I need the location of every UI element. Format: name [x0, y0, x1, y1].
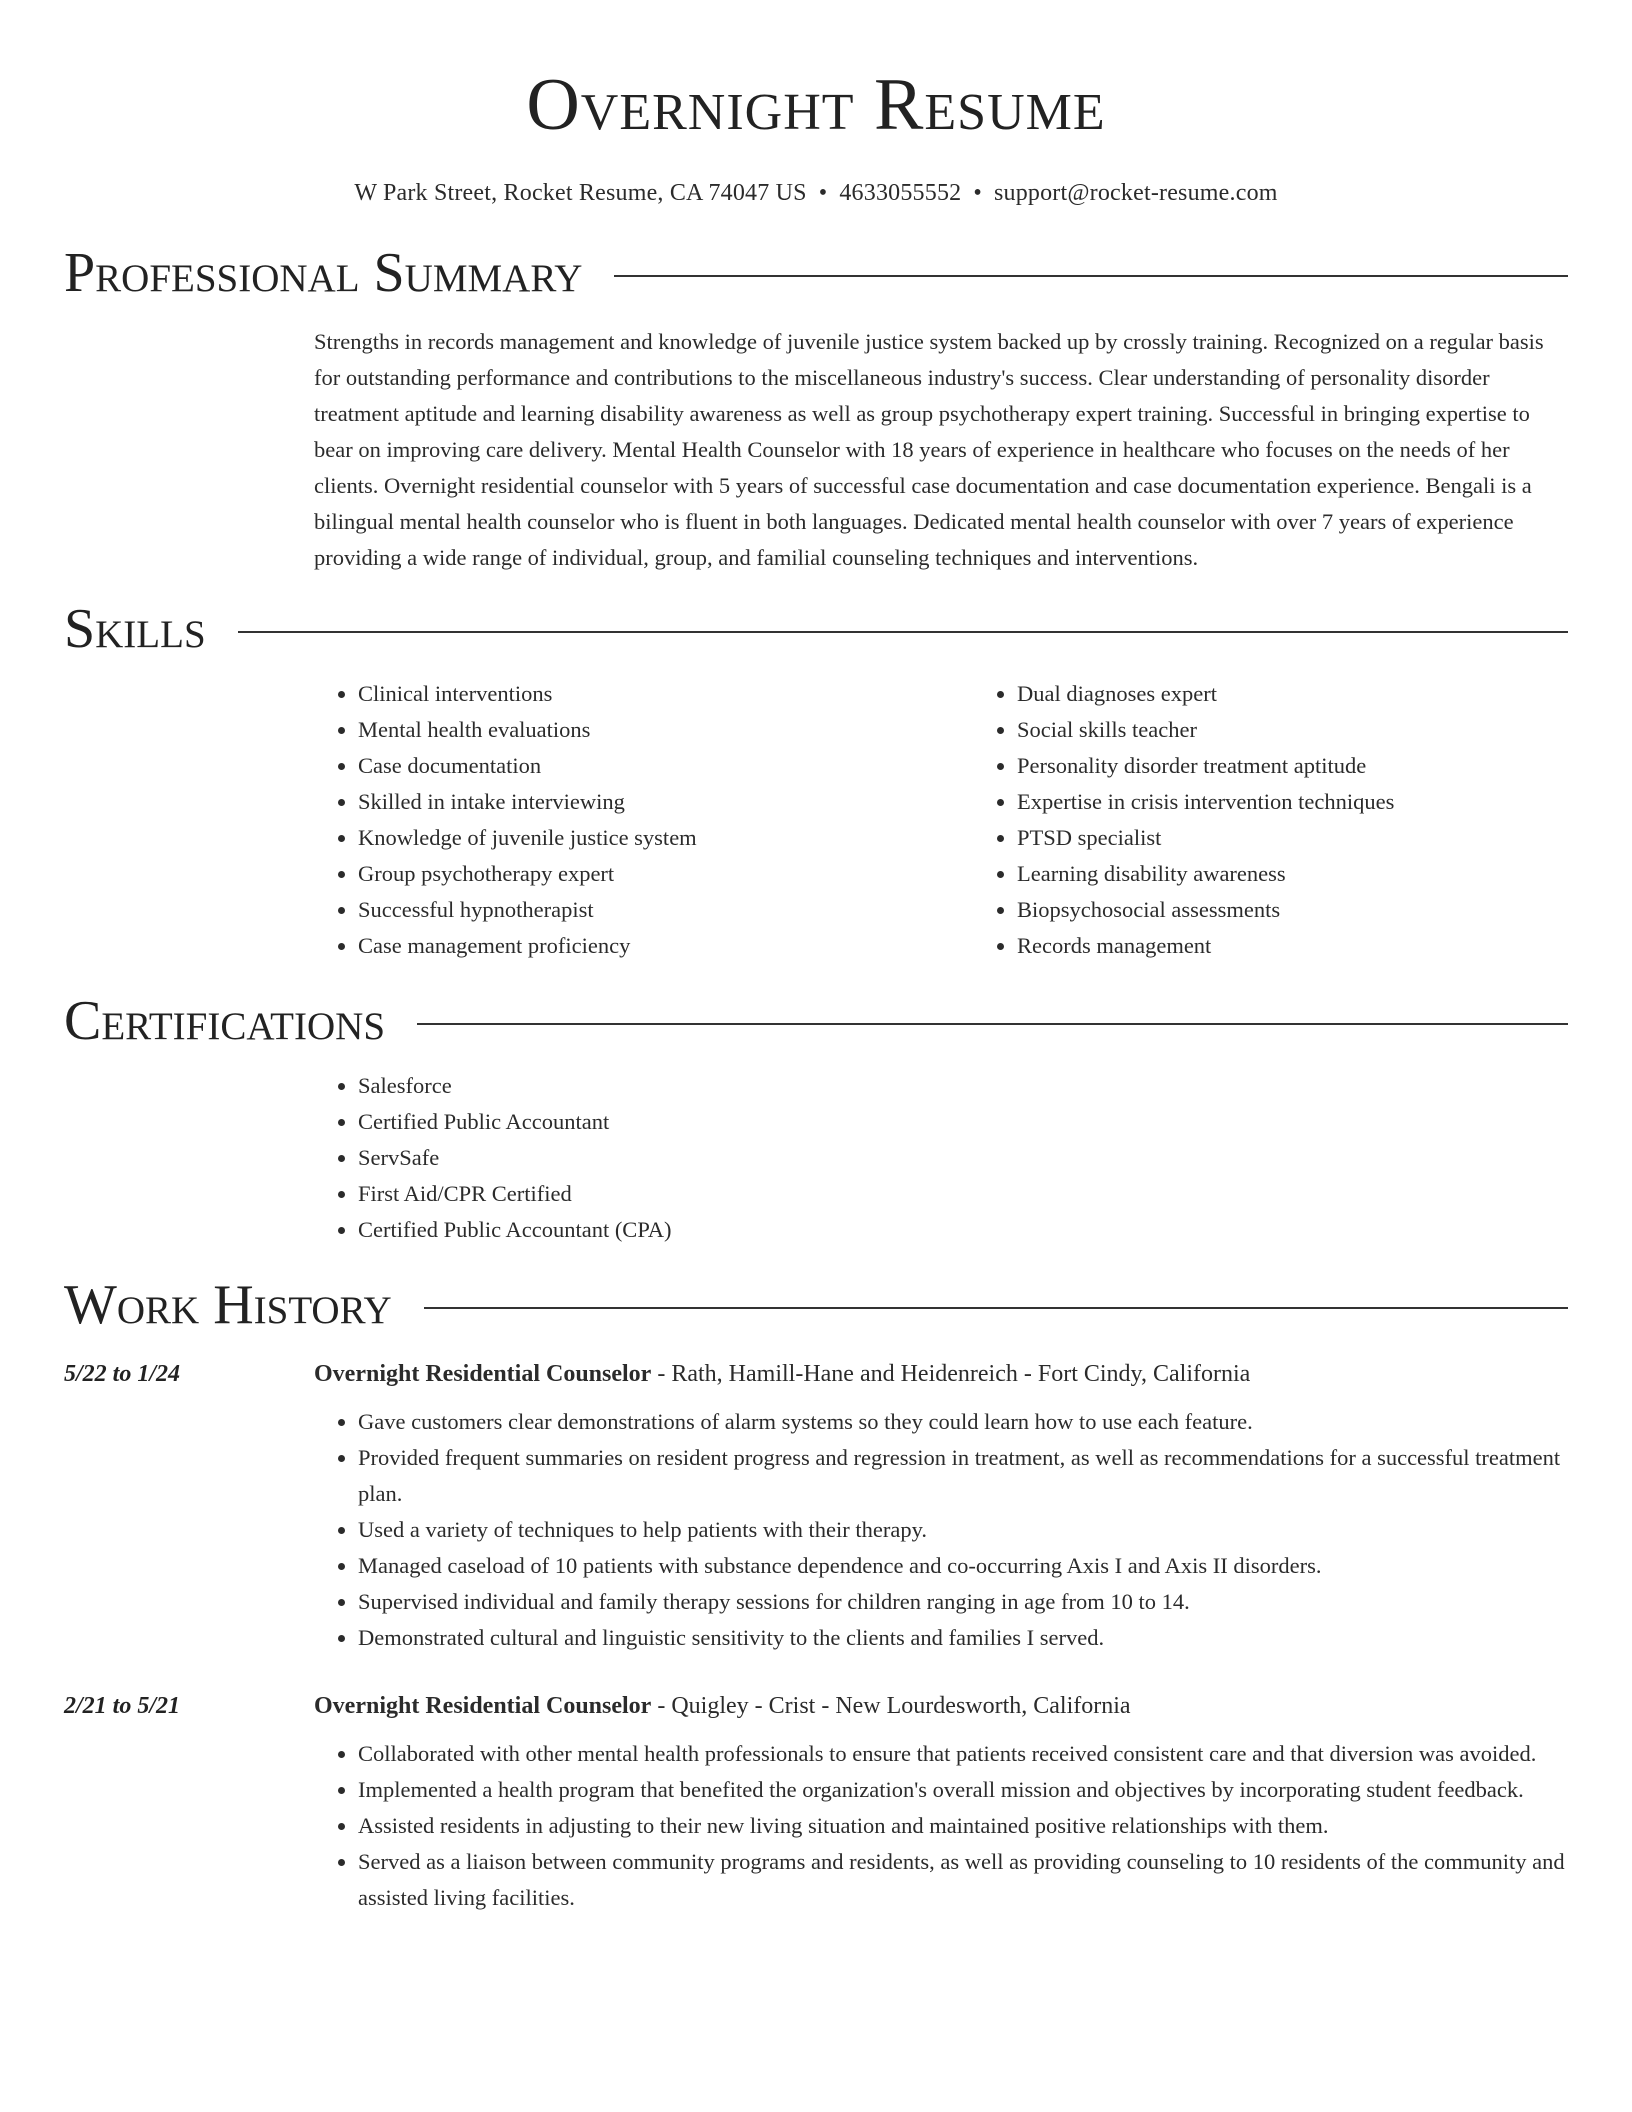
list-item: • Personality disorder treatment aptitude — [1017, 748, 1568, 784]
section-divider — [614, 275, 1568, 277]
summary-section — [64, 242, 1568, 576]
section-divider — [417, 1023, 1568, 1025]
list-item: • Biopsychosocial assessments — [1017, 892, 1568, 928]
list-item: • Assisted residents in adjusting to their new living situation and maintained positive relationships with them. — [358, 1808, 1568, 1844]
list-item: • Salesforce — [358, 1068, 1568, 1104]
section-header — [64, 990, 1568, 1052]
list-item: • PTSD specialist — [1017, 820, 1568, 856]
list-item: • Group psychotherapy expert — [358, 856, 973, 892]
list-item: • First Aid/CPR Certified — [358, 1176, 1568, 1212]
job-title: Overnight Residential Counselor — [314, 1693, 652, 1719]
list-item: • Certified Public Accountant (CPA) — [358, 1212, 1568, 1248]
certifications-section — [64, 990, 1568, 1248]
list-item: • Dual diagnoses expert — [1017, 676, 1568, 712]
list-item: • Demonstrated cultural and linguistic sensitivity to the clients and families I served. — [358, 1620, 1568, 1656]
skills-grid — [314, 676, 1568, 964]
job-header — [64, 1358, 1568, 1390]
skills-list-right — [973, 676, 1568, 964]
section-divider — [238, 631, 1568, 633]
separator-dot: • — [973, 180, 982, 206]
separator-dot: • — [818, 180, 828, 206]
list-item: • Clinical interventions — [358, 676, 973, 712]
list-item: • Mental health evaluations — [358, 712, 973, 748]
list-item: • Social skills teacher — [1017, 712, 1568, 748]
list-item: • Case documentation — [358, 748, 973, 784]
phone: 4633055552 — [839, 180, 962, 206]
section-title: Work History — [64, 1274, 392, 1336]
job-dates: 5/22 to 1/24 — [64, 1361, 181, 1387]
list-item: • Knowledge of juvenile justice system — [358, 820, 973, 856]
list-item: • ServSafe — [358, 1140, 1568, 1176]
section-title: Certifications — [64, 990, 386, 1052]
section-title: Skills — [64, 598, 206, 660]
address: W Park Street, Rocket Resume, CA 74047 US — [354, 180, 807, 206]
work-history-section — [64, 1274, 1568, 1916]
list-item: • Used a variety of techniques to help patients with their therapy. — [358, 1512, 1568, 1548]
job-entry — [64, 1358, 1568, 1656]
list-item: • Served as a liaison between community programs and residents, as well as providing counseling to 10 residents of the community and assisted living facilities. — [358, 1844, 1568, 1916]
job-details: - Quigley - Crist - New Lourdesworth, California — [651, 1693, 1131, 1719]
section-divider — [424, 1307, 1568, 1309]
job-bullet-list — [314, 1736, 1568, 1916]
list-item: • Skilled in intake interviewing — [358, 784, 973, 820]
job-dates: 2/21 to 5/21 — [64, 1693, 181, 1719]
certifications-list-wrap — [314, 1068, 1568, 1248]
list-item: • Gave customers clear demonstrations of alarm systems so they could learn how to use each feature. — [358, 1404, 1568, 1440]
section-title: Professional Summary — [64, 242, 583, 304]
resume-header — [64, 0, 1568, 208]
section-header — [64, 242, 1568, 304]
skills-list-left — [314, 676, 973, 964]
job-title: Overnight Residential Counselor — [314, 1361, 652, 1387]
section-header — [64, 1274, 1568, 1336]
list-item: • Certified Public Accountant — [358, 1104, 1568, 1140]
list-item: • Expertise in crisis intervention techniques — [1017, 784, 1568, 820]
list-item: • Successful hypnotherapist — [358, 892, 973, 928]
job-bullet-list — [314, 1404, 1568, 1656]
list-item: • Learning disability awareness — [1017, 856, 1568, 892]
certifications-list — [314, 1068, 1568, 1248]
summary-text: Strengths in records management and knowledge of juvenile justice system backed up by crossly training. Recognized on a regular basis for outstanding performance and contributions to the miscellaneous industry's success. Clear understanding of personality disorder treatment aptitude and learning disability awareness as well as group psychotherapy expert training. Successful in bringing expertise to bear on improving care delivery. Mental Health Counselor with 18 years of experience in healthcare who focuses on the needs of her clients. Overnight residential counselor with 5 years of successful case documentation and case documentation experience. Bengali is a bilingual mental health counselor who is fluent in both languages. Dedicated mental health counselor with over 7 years of experience providing a wide range of individual, group, and familial counseling techniques and interventions. — [314, 329, 1544, 570]
list-item: • Records management — [1017, 928, 1568, 964]
list-item: • Provided frequent summaries on resident progress and regression in treatment, as well as recommendations for a successful treatment plan. — [358, 1440, 1568, 1512]
list-item: • Case management proficiency — [358, 928, 973, 964]
list-item: • Supervised individual and family therapy sessions for children ranging in age from 10 to 14. — [358, 1584, 1568, 1620]
job-details: - Rath, Hamill-Hane and Heidenreich - Fort Cindy, California — [651, 1361, 1251, 1387]
list-item: • Implemented a health program that benefited the organization's overall mission and objectives by incorporating student feedback. — [358, 1772, 1568, 1808]
job-entry — [64, 1690, 1568, 1916]
job-bullets — [314, 1404, 1568, 1656]
candidate-name: Overnight Resume — [526, 64, 1106, 146]
email: support@rocket-resume.com — [993, 180, 1278, 206]
skills-section — [64, 598, 1568, 964]
contact-line — [64, 178, 1568, 208]
list-item: • Managed caseload of 10 patients with substance dependence and co-occurring Axis I and Axis II disorders. — [358, 1548, 1568, 1584]
job-header — [64, 1690, 1568, 1722]
job-bullets — [314, 1736, 1568, 1916]
section-header — [64, 598, 1568, 660]
list-item: • Collaborated with other mental health professionals to ensure that patients received consistent care and that diversion was avoided. — [358, 1736, 1568, 1772]
job-heading — [314, 1358, 1250, 1390]
job-heading — [314, 1690, 1131, 1722]
